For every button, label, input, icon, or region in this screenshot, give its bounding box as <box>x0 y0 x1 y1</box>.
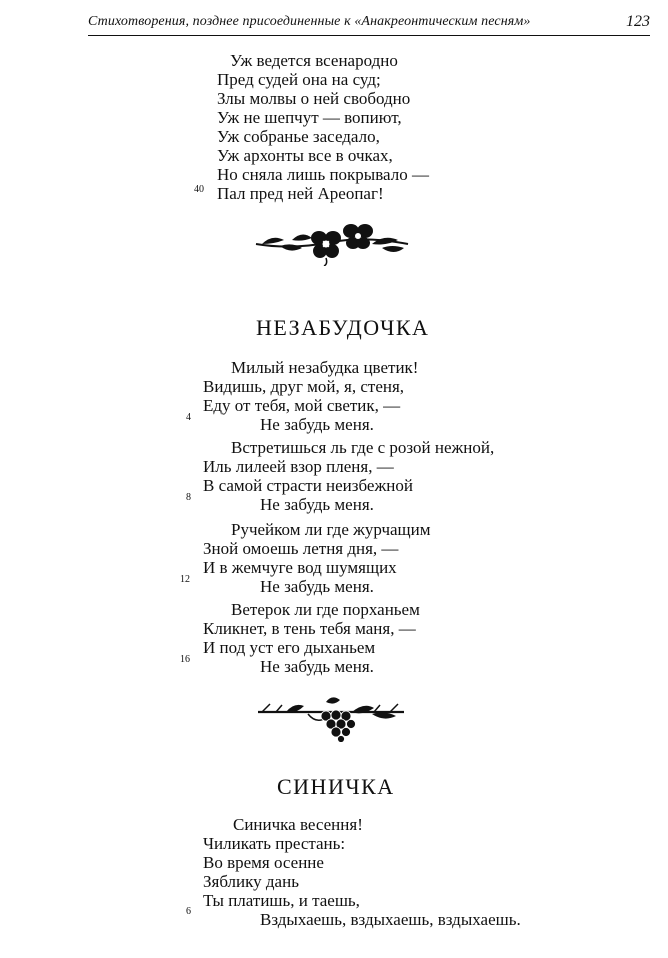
running-title: Стихотворения, позднее присоединенные к «Анакреонтическим песням» <box>88 14 531 29</box>
verse-line: Пал пред ней Ареопаг! <box>217 184 384 203</box>
verse-line: Ты платишь, и таешь, <box>203 891 360 910</box>
line-number: 16 <box>180 654 190 665</box>
verse-line: Милый незабудка цветик! <box>231 358 419 377</box>
verse-line: Ручейком ли где журчащим <box>231 520 431 539</box>
verse-line: Но сняла лишь покрывало — <box>217 165 429 184</box>
verse-line: Иль лилеей взор пленя, — <box>203 457 394 476</box>
verse-line: Вздыхаешь, вздыхаешь, вздыхаешь. <box>260 910 521 929</box>
verse-line: Встретишься ль где с розой нежной, <box>231 438 495 457</box>
verse-line: Уж ведется всенародно <box>230 51 398 70</box>
poem-title: СИНИЧКА <box>277 774 395 799</box>
verse-line: Не забудь меня. <box>260 657 374 676</box>
verse-line: И в жемчуге вод шумящих <box>203 558 397 577</box>
grape-branch-vignette-icon <box>256 690 406 742</box>
line-number: 12 <box>180 574 190 585</box>
verse-line: Еду от тебя, мой светик, — <box>203 396 401 415</box>
verse-line: Кликнет, в тень тебя маня, — <box>203 619 416 638</box>
verse-line: Злы молвы о ней свободно <box>217 89 411 108</box>
poem-title: НЕЗАБУДОЧКА <box>256 315 430 340</box>
verse-line: Чиликать престань: <box>203 834 346 853</box>
verse-line: Уж собранье заседало, <box>217 127 380 146</box>
line-number: 6 <box>186 906 191 917</box>
header-rule <box>88 35 650 36</box>
verse-line: Синичка весення! <box>233 815 363 834</box>
line-number: 4 <box>186 412 191 423</box>
verse-line: Не забудь меня. <box>260 577 374 596</box>
verse-line: Не забудь меня. <box>260 495 374 514</box>
verse-line: Уж не шепчут — вопиют, <box>217 108 402 127</box>
verse-line: Ветерок ли где порханьем <box>231 600 420 619</box>
verse-line: Во время осенне <box>203 853 324 872</box>
page-number: 123 <box>626 13 650 30</box>
verse-line: Видишь, друг мой, я, стеня, <box>203 377 405 396</box>
line-number: 8 <box>186 492 191 503</box>
line-number: 40 <box>194 184 204 195</box>
verse-line: Зяблику дань <box>203 872 299 891</box>
verse-line: В самой страсти неизбежной <box>203 476 413 495</box>
running-header <box>88 12 650 32</box>
verse-line: Не забудь меня. <box>260 415 374 434</box>
verse-line: Зной омоешь летня дня, — <box>203 539 399 558</box>
floral-vignette-icon <box>252 220 412 266</box>
verse-line: Уж архонты все в очках, <box>217 146 393 165</box>
verse-line: И под уст его дыханьем <box>203 638 376 657</box>
verse-line: Пред судей она на суд; <box>217 70 381 89</box>
